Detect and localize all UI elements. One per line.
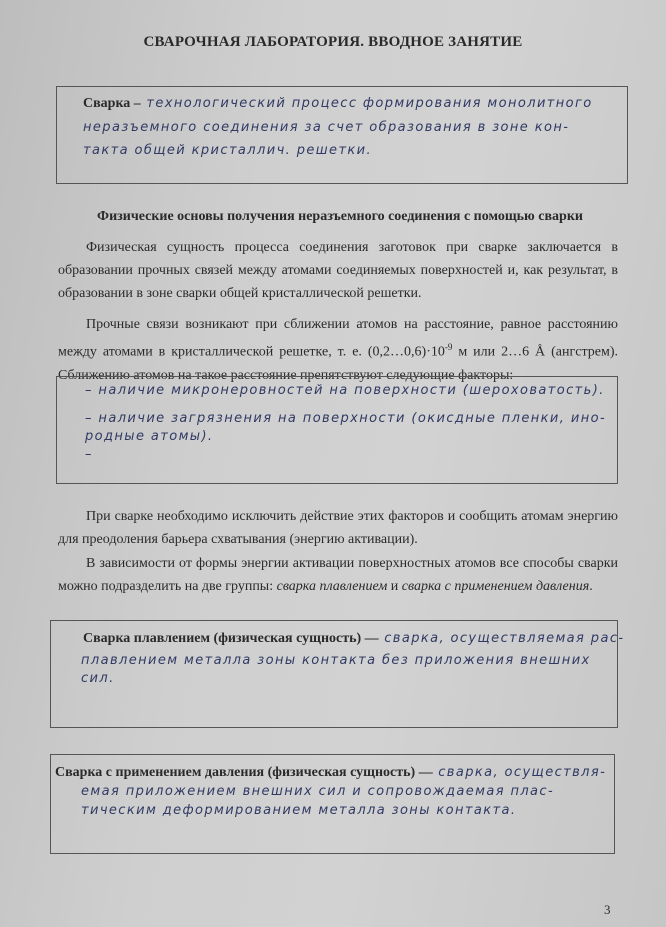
pressure-welding-box <box>50 754 615 854</box>
paragraph-4-start: В зависимости от формы энергии активации поверхностных атомов все способы сварки можно подразделить на две группы: <box>58 556 618 594</box>
definition-line-2: неразъемного соединения за счет образования в зоне кон- <box>83 120 570 135</box>
section-title: Физические основы получения неразъемного соединения с помощью сварки <box>97 209 583 224</box>
paragraph-2-exponent: -9 <box>444 342 453 352</box>
pressure-line-1 <box>55 765 606 781</box>
paragraph-1: Физическая сущность процесса соединения заготовок при сварке заключается в образовании прочных связей между атомами соединяемых поверхностей и, как результат, в образовании в зоне сварки общей кристаллической решетки. <box>58 240 618 301</box>
pressure-line-3: тическим деформированием металла зоны контакта. <box>81 803 517 818</box>
definition-line-1 <box>83 96 593 112</box>
fusion-text-1: сварка, осуществляемая рас- <box>384 631 625 646</box>
pressure-text-1: сварка, осуществля- <box>438 765 607 780</box>
paragraph-4-term-fusion: сварка плавлением <box>276 579 388 594</box>
paragraph-4-middle: и <box>387 579 402 594</box>
fusion-line-1 <box>83 631 624 647</box>
page-number: 3 <box>604 902 611 917</box>
factor-line-3: родные атомы). <box>85 429 214 444</box>
definition-line-3: такта общей кристаллич. решетки. <box>83 143 373 158</box>
paragraph-4-end: . <box>589 579 593 594</box>
paragraph-2-end: м или 2…6 Å (ангстрем). Сближению атомов на такое расстояние препятствуют следующие факторы: <box>58 344 618 383</box>
paragraph-2-start: Прочные связи возникают при сближении атомов на расстояние, равное расстоянию между атомами в кристаллической решетке, т. е. (0,2…0,6)·10 <box>58 317 618 360</box>
definition-label: Сварка – <box>83 96 141 111</box>
paragraph-4-term-pressure: сварка с применением давления <box>401 579 590 594</box>
page-header: СВАРОЧНАЯ ЛАБОРАТОРИЯ. ВВОДНОЕ ЗАНЯТИЕ <box>143 34 523 50</box>
pressure-line-2: емая приложением внешних сил и сопровождаемая плас- <box>81 784 555 799</box>
factor-line-4: – <box>85 447 93 462</box>
fusion-line-2: плавлением металла зоны контакта без приложения внешних <box>81 653 591 668</box>
fusion-label: Сварка плавлением (физическая сущность) — <box>83 631 379 646</box>
fusion-line-3: сил. <box>81 671 115 686</box>
definition-text-1: технологический процесс формирования монолитного <box>146 96 593 111</box>
definition-box <box>56 86 628 184</box>
fusion-welding-box <box>50 620 625 728</box>
factor-line-2: – наличие загрязнения на поверхности (окисдные пленки, ино- <box>85 411 607 426</box>
pressure-label: Сварка с применением давления (физическая сущность) — <box>55 765 433 780</box>
factors-box <box>56 376 618 484</box>
paragraph-3: При сварке необходимо исключить действие этих факторов и сообщить атомам энергию для преодоления барьера схватывания (энергию активации). <box>58 509 618 547</box>
factor-line-1: – наличие микронеровностей на поверхности (шероховатость). <box>85 383 605 398</box>
paragraph-4 <box>58 552 618 598</box>
